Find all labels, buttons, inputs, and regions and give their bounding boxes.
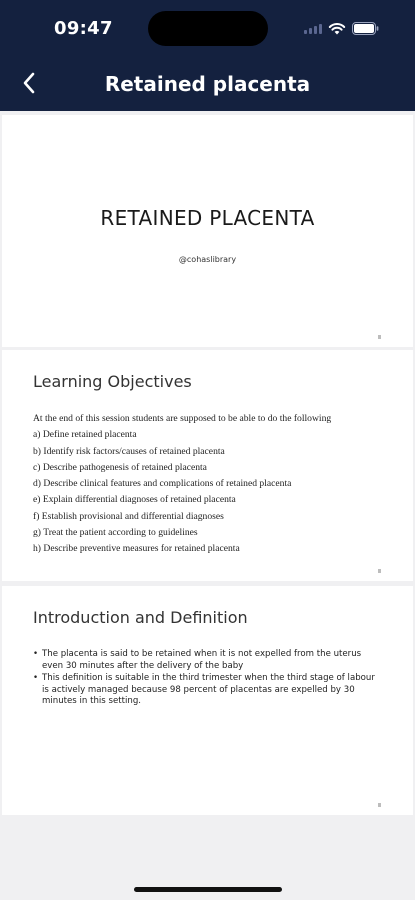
objectives-intro: At the end of this session students are supposed to be able to do the following xyxy=(33,413,332,424)
status-icons xyxy=(304,20,379,36)
page-marker xyxy=(378,335,381,339)
list-item: a) Define retained placenta xyxy=(33,429,137,441)
slide-learning-objectives[interactable] xyxy=(2,350,413,581)
slide-heading: Introduction and Definition xyxy=(33,608,248,627)
list-item: • The placenta is said to be retained when it is not expelled from the uterus even 30 minutes after the delivery of the baby xyxy=(33,649,383,672)
list-item: h) Describe preventive measures for retained placenta xyxy=(33,543,240,555)
list-item: c) Describe pathogenesis of retained placenta xyxy=(33,461,207,473)
slide-subtitle: @cohaslibrary xyxy=(178,255,237,264)
status-time: 09:47 xyxy=(54,18,113,39)
page-marker xyxy=(378,803,381,807)
list-item: g) Treat the patient according to guidelines xyxy=(33,527,198,539)
slide-heading: Learning Objectives xyxy=(33,372,192,391)
status-bar xyxy=(0,0,415,56)
page-marker xyxy=(378,569,381,573)
slide-title[interactable] xyxy=(2,115,413,347)
home-indicator[interactable] xyxy=(134,887,282,892)
list-item: b) Identify risk factors/causes of retained placenta xyxy=(33,445,225,457)
battery-icon xyxy=(352,22,379,35)
list-item: d) Describe clinical features and complications of retained placenta xyxy=(33,478,292,490)
slide-introduction[interactable] xyxy=(2,586,413,815)
app-header xyxy=(0,0,415,111)
dynamic-island xyxy=(148,11,268,46)
list-item: • This definition is suitable in the third trimester when the third stage of labour is actively managed because 98 percent of placentas are expelled by 30 minutes in this setting. xyxy=(33,673,383,708)
wifi-icon xyxy=(328,22,346,35)
list-item: e) Explain differential diagnoses of retained placenta xyxy=(33,494,236,506)
objectives-list xyxy=(33,411,393,558)
navigation-bar xyxy=(0,62,415,106)
bullet-list xyxy=(33,649,383,709)
list-item: f) Establish provisional and differential diagnoses xyxy=(33,510,224,522)
slide-main-title: RETAINED PLACENTA xyxy=(100,206,315,230)
page-title: Retained placenta xyxy=(104,72,311,96)
cellular-signal-icon xyxy=(304,22,322,34)
